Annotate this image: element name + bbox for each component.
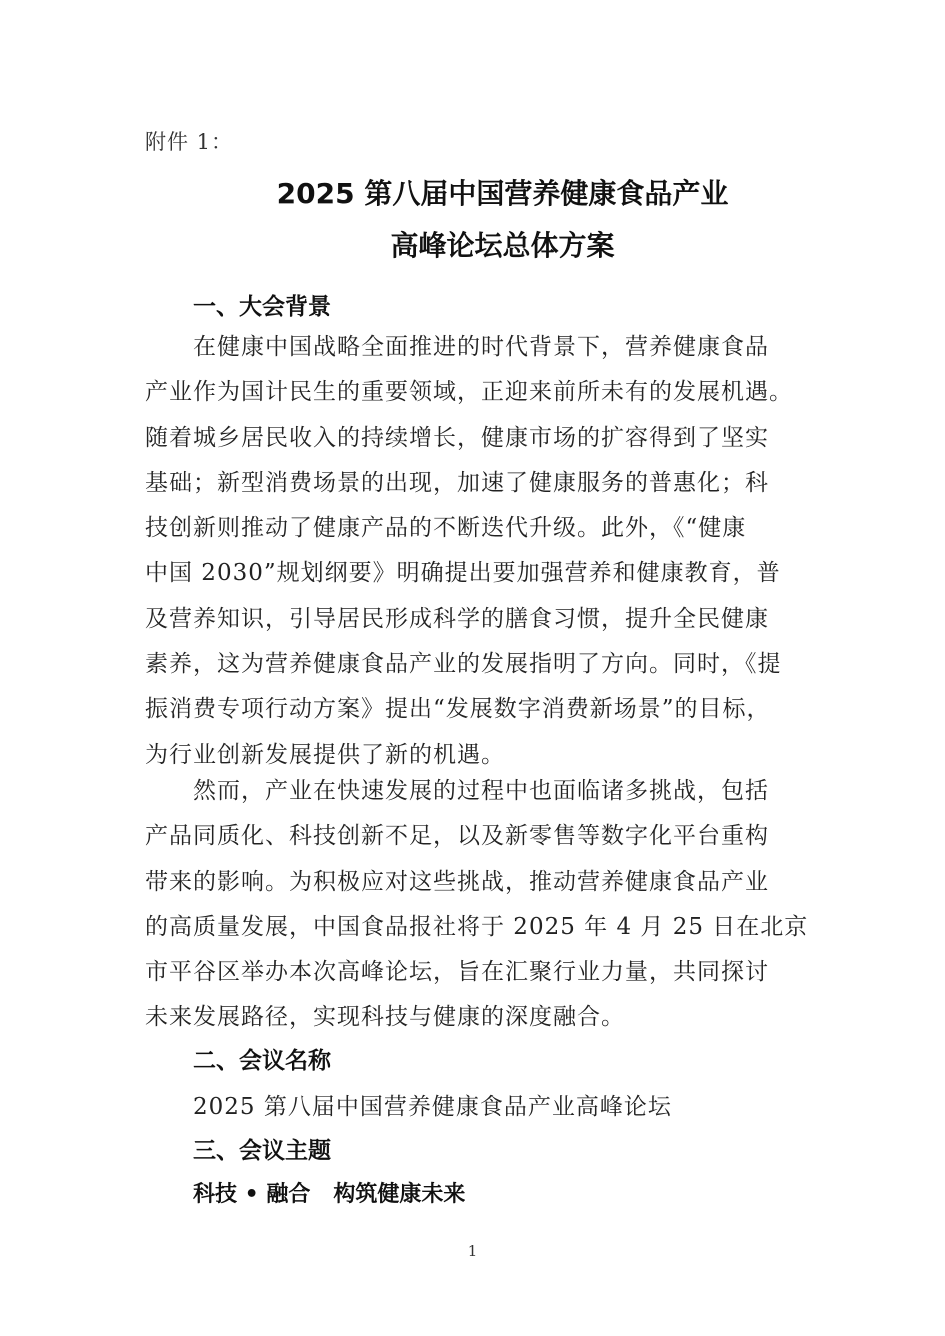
paragraph-line: 未来发展路径，实现科技与健康的深度融合。 xyxy=(145,1004,625,1031)
paragraph-line: 技创新则推动了健康产品的不断迭代升级。此外，《“健康 xyxy=(145,515,747,542)
paragraph-line: 为行业创新发展提供了新的机遇。 xyxy=(145,741,505,768)
background-paragraph-2 xyxy=(145,769,810,1041)
paragraph-line: 中国 2030”规划纲要》明确提出要加强营养和健康教育，普 xyxy=(145,560,781,587)
paragraph-line: 带来的影响。为积极应对这些挑战，推动营养健康食品产业 xyxy=(145,868,769,895)
meeting-theme-text: 科技 • 融合 构筑健康未来 xyxy=(193,1182,466,1207)
paragraph-line: 市平谷区举办本次高峰论坛，旨在汇聚行业力量，共同探讨 xyxy=(145,959,769,986)
paragraph-line: 随着城乡居民收入的持续增长，健康市场的扩容得到了坚实 xyxy=(145,424,769,451)
paragraph-line: 产业作为国计民生的重要领域，正迎来前所未有的发展机遇。 xyxy=(145,379,793,406)
paragraph-line: 振消费专项行动方案》提出“发展数字消费新场景”的目标， xyxy=(145,696,771,723)
background-paragraph-1 xyxy=(145,325,810,778)
paragraph-line: 基础；新型消费场景的出现，加速了健康服务的普惠化；科 xyxy=(145,469,769,496)
section-heading-background: 一、大会背景 xyxy=(193,294,331,320)
document-title-line-2: 高峰论坛总体方案 xyxy=(390,229,615,262)
paragraph-line: 的高质量发展，中国食品报社将于 2025 年 4 月 25 日在北京 xyxy=(145,913,809,940)
page-number: 1 xyxy=(467,1242,478,1260)
paragraph-line: 及营养知识，引导居民形成科学的膳食习惯，提升全民健康 xyxy=(145,605,769,632)
document-title-line-1: 2025 第八届中国营养健康食品产业 xyxy=(276,177,729,210)
paragraph-line: 然而，产业在快速发展的过程中也面临诸多挑战，包括 xyxy=(193,778,769,804)
attachment-label: 附件 1： xyxy=(145,130,234,154)
paragraph-line: 素养，这为营养健康食品产业的发展指明了方向。同时，《提 xyxy=(145,651,782,678)
paragraph-line: 产品同质化、科技创新不足，以及新零售等数字化平台重构 xyxy=(145,823,769,850)
paragraph-line: 在健康中国战略全面推进的时代背景下，营养健康食品 xyxy=(193,334,769,360)
section-heading-meeting-name: 二、会议名称 xyxy=(193,1048,331,1074)
meeting-name-text: 2025 第八届中国营养健康食品产业高峰论坛 xyxy=(193,1094,672,1120)
section-heading-meeting-theme: 三、会议主题 xyxy=(193,1138,331,1164)
